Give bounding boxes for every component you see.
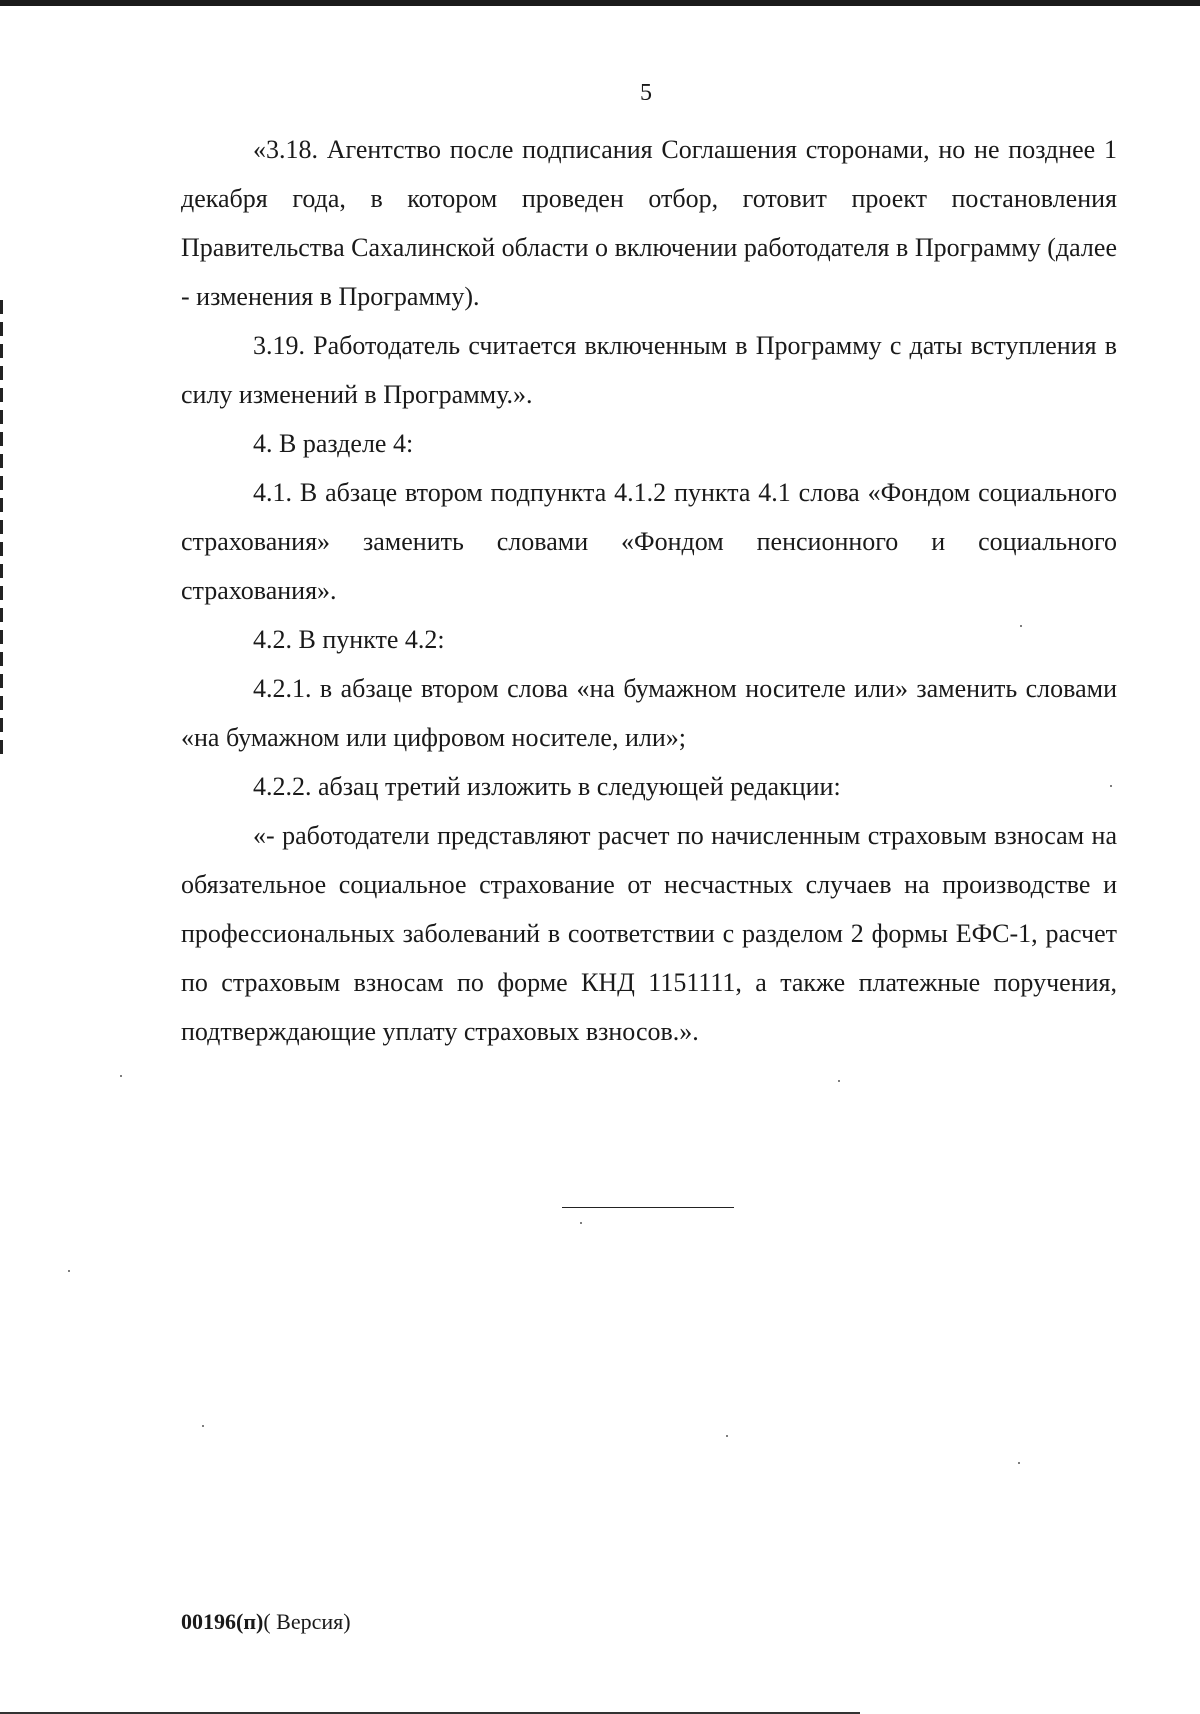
scan-speck bbox=[1020, 625, 1022, 627]
document-code-number: 00196(п) bbox=[181, 1609, 264, 1634]
paragraph-4-2: 4.2. В пункте 4.2: bbox=[253, 625, 445, 654]
scan-speck bbox=[580, 1222, 582, 1224]
end-of-text-separator bbox=[562, 1207, 734, 1208]
document-code bbox=[181, 1609, 351, 1635]
scan-speck bbox=[726, 1435, 728, 1437]
paragraph-quoted-amendment: «- работодатели представляют расчет по начисленным страховым взносам на обязательное социальное страхование от несчастных случаев на производстве и профессиональных заболеваний в соответствии с разделом 2 формы ЕФС-1, расчет по страховым взносам по форме КНД 1151111, а также платежные поручения, подтверждающие уплату страховых взносов.». bbox=[181, 821, 1117, 1046]
scan-speck bbox=[838, 1080, 840, 1082]
document-version: ( Версия) bbox=[263, 1609, 351, 1634]
scan-speck bbox=[1110, 785, 1112, 787]
scan-border-left bbox=[0, 300, 3, 760]
scan-border-top bbox=[0, 0, 1200, 6]
scan-speck bbox=[202, 1425, 204, 1427]
page-number: 5 bbox=[640, 80, 652, 106]
paragraph-4-2-2: 4.2.2. абзац третий изложить в следующей редакции: bbox=[253, 772, 841, 801]
paragraph-4-2-1: 4.2.1. в абзаце втором слова «на бумажном носителе или» заменить словами «на бумажном или цифровом носителе, или»; bbox=[181, 674, 1117, 752]
scan-speck bbox=[68, 1270, 70, 1272]
scan-speck bbox=[120, 1075, 122, 1077]
paragraph-3-18: «3.18. Агентство после подписания Соглашения сторонами, но не позднее 1 декабря года, в котором проведен отбор, готовит проект постановления Правительства Сахалинской области о включении работодателя в Программу (далее - изменения в Программу). bbox=[181, 135, 1117, 311]
scan-speck bbox=[1018, 1462, 1020, 1464]
document-body bbox=[181, 125, 1117, 1056]
paragraph-3-19: 3.19. Работодатель считается включенным в Программу с даты вступления в силу изменений в Программу.». bbox=[181, 331, 1117, 409]
paragraph-4-1: 4.1. В абзаце втором подпункта 4.1.2 пункта 4.1 слова «Фондом социального страхования» заменить словами «Фондом пенсионного и социального страхования». bbox=[181, 478, 1117, 605]
paragraph-section-4: 4. В разделе 4: bbox=[253, 429, 414, 458]
